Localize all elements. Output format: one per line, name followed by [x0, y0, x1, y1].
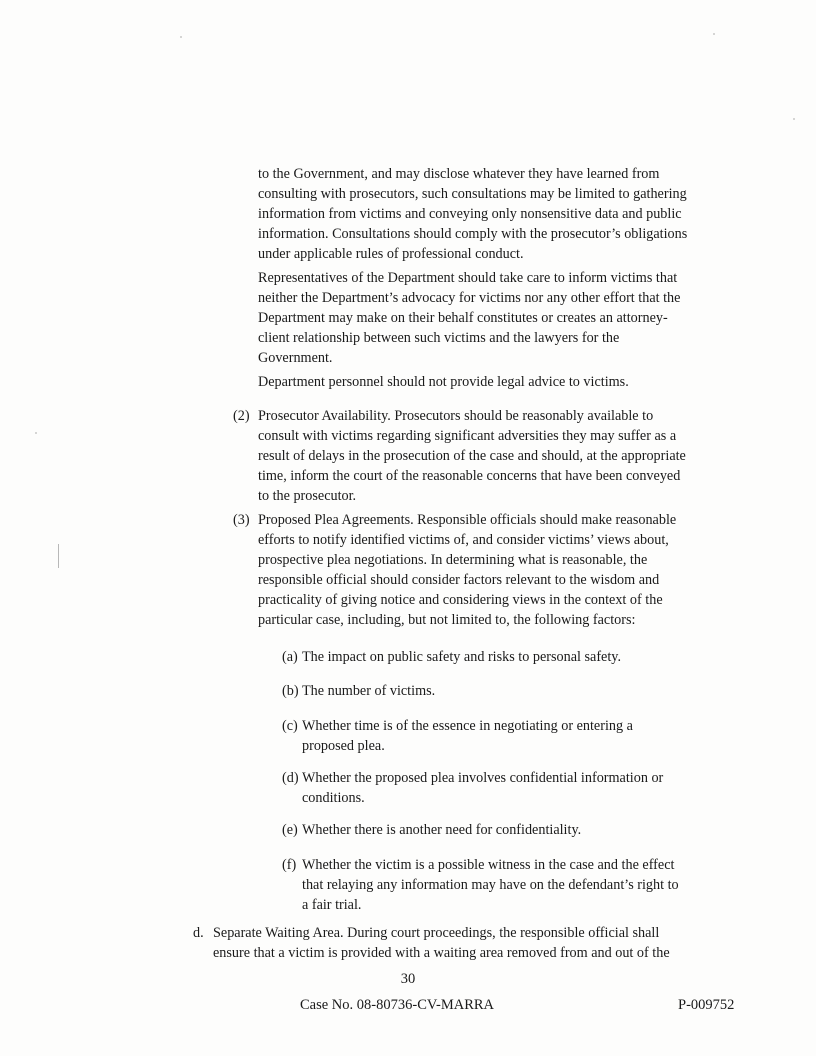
- section-text: Separate Waiting Area. During court proceedings, the responsible official shall ensure that a victim is provided with a waiting area removed from and out of the: [213, 925, 670, 961]
- item-number: (2): [233, 408, 250, 424]
- factor-f: [282, 855, 687, 915]
- item-prosecutor-availability: [233, 406, 693, 506]
- scan-speck: [180, 36, 182, 38]
- factor-letter: (e): [282, 822, 298, 838]
- paragraph-consultations: to the Government, and may disclose whatever they have learned from consulting with prosecutors, such consultations may be limited to gathering information from victims and conveying only nonsensitive data and public information. Consultations should comply with the prosecutor’s obligations under applicable rules of professional conduct.: [258, 166, 688, 262]
- item-text: Prosecutor Availability. Prosecutors should be reasonably available to consult with victims regarding significant adversities they may suffer as a result of delays in the prosecution of the case and should, at the appropriate time, inform the court of the reasonable concerns that have been conveyed to the prosecutor.: [258, 408, 686, 504]
- factor-text: The impact on public safety and risks to personal safety.: [302, 649, 621, 665]
- paragraph-representatives: Representatives of the Department should take care to inform victims that neither the Department’s advocacy for victims nor any other effort that the Department may make on their behalf constitutes or creates an attorney-client relationship between such victims and the lawyers for the Government.: [258, 270, 681, 366]
- section-separate-waiting-area: [193, 923, 693, 963]
- factor-b: [282, 681, 687, 701]
- factor-text: Whether the victim is a possible witness in the case and the effect that relaying any information may have on the defendant’s right to a fair trial.: [302, 857, 679, 913]
- factor-c: [282, 716, 687, 756]
- bates-number: P-009752: [678, 997, 735, 1013]
- scan-speck: [35, 432, 37, 434]
- factor-letter: (d): [282, 770, 299, 786]
- factor-a: [282, 647, 687, 667]
- item-proposed-plea-agreements: [233, 510, 693, 630]
- factor-letter: (b): [282, 683, 299, 699]
- item-number: (3): [233, 512, 250, 528]
- factor-d: [282, 768, 687, 808]
- factor-e: [282, 820, 687, 840]
- section-letter: d.: [193, 925, 204, 941]
- factor-text: Whether there is another need for confidentiality.: [302, 822, 582, 838]
- scan-speck: [713, 33, 715, 35]
- factor-text: Whether the proposed plea involves confidential information or conditions.: [302, 770, 664, 806]
- scan-speck: [793, 118, 795, 120]
- factor-letter: (f): [282, 857, 297, 873]
- factor-text: The number of victims.: [302, 683, 436, 699]
- paragraph-legal-advice: Department personnel should not provide legal advice to victims.: [258, 374, 629, 390]
- factor-letter: (a): [282, 649, 298, 665]
- page-number: 30: [400, 971, 416, 987]
- case-number: Case No. 08-80736-CV-MARRA: [300, 997, 495, 1013]
- factor-letter: (c): [282, 718, 298, 734]
- item-text: Proposed Plea Agreements. Responsible officials should make reasonable efforts to notify identified victims of, and consider victims’ views about, prospective plea negotiations. In determining what is reasonable, the responsible official should consider factors relevant to the wisdom and practicality of giving notice and considering views in the context of the particular case, including, but not limited to, the following factors:: [258, 512, 677, 628]
- scan-artifact-left: [58, 544, 59, 568]
- factor-text: Whether time is of the essence in negotiating or entering a proposed plea.: [302, 718, 633, 754]
